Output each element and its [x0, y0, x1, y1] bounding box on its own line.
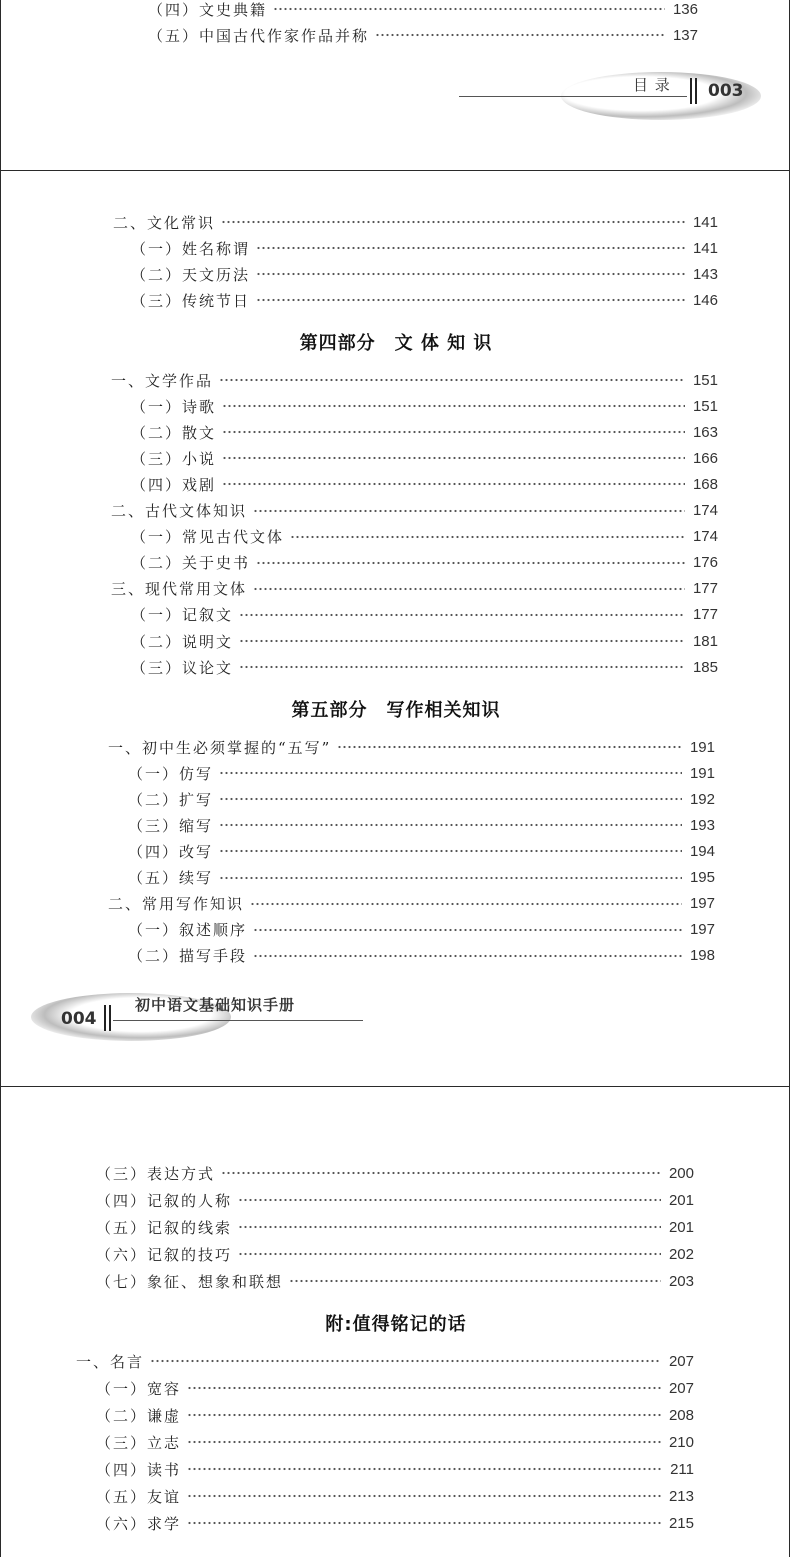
toc-entry[interactable] — [131, 525, 718, 549]
toc-entry-title: （四）读书 — [96, 1460, 182, 1479]
toc-entry-title: （二）说明文 — [131, 632, 234, 651]
toc-entry[interactable] — [96, 1188, 694, 1212]
toc-entry-title: （四）记叙的人称 — [96, 1191, 233, 1210]
toc-entry[interactable] — [108, 892, 715, 916]
dot-leader — [239, 613, 685, 617]
dot-leader — [256, 272, 685, 276]
dot-leader — [239, 665, 685, 669]
toc-entry[interactable] — [148, 23, 698, 47]
toc-entry-title: （三）传统节日 — [131, 291, 251, 310]
toc-entry-page-number: 193 — [689, 816, 715, 834]
toc-entry[interactable] — [96, 1484, 694, 1508]
toc-entry-title: （二）谦虚 — [96, 1406, 182, 1425]
book-title: 初中语文基础知识手册 — [135, 996, 296, 1014]
toc-entry[interactable] — [131, 288, 718, 312]
footer-rule — [113, 1020, 363, 1021]
toc-entry-page-number: 176 — [692, 554, 718, 572]
toc-entry-page-number: 151 — [692, 397, 718, 415]
toc-entry-page-number: 198 — [689, 947, 715, 965]
toc-entry-title: （三）缩写 — [128, 816, 214, 835]
dot-leader — [256, 246, 685, 250]
toc-entry[interactable] — [128, 761, 715, 785]
toc-entry-page-number: 185 — [692, 658, 718, 676]
toc-entry[interactable] — [128, 866, 715, 890]
toc-entry[interactable] — [131, 236, 718, 260]
toc-entry-title: 一、名言 — [76, 1352, 145, 1371]
toc-entry[interactable] — [131, 394, 718, 418]
toc-entry-title: 二、古代文体知识 — [111, 502, 248, 520]
dot-leader — [239, 639, 685, 643]
toc-entry-title: （六）求学 — [96, 1514, 182, 1533]
toc-entry-title: （三）议论文 — [131, 658, 234, 677]
toc-entry-title: （一）仿写 — [128, 764, 214, 783]
toc-entry-title: （六）记叙的技巧 — [96, 1245, 233, 1264]
dot-leader — [187, 1413, 661, 1417]
toc-entry-page-number: 197 — [689, 895, 715, 913]
toc-entry[interactable] — [131, 551, 718, 575]
dot-leader — [219, 378, 685, 382]
toc-entry-page-number: 141 — [692, 239, 718, 257]
toc-entry-page-number: 197 — [689, 921, 715, 939]
footer-double-bar — [104, 1005, 111, 1031]
dot-leader — [222, 456, 685, 460]
toc-entry-title: （二）散文 — [131, 423, 217, 442]
toc-entry-title: （一）姓名称谓 — [131, 239, 251, 258]
toc-entry[interactable] — [76, 1349, 694, 1373]
toc-entry-title: （二）描写手段 — [128, 947, 248, 966]
dot-leader — [219, 797, 682, 801]
toc-entry-page-number: 163 — [692, 423, 718, 441]
toc-entry[interactable] — [131, 655, 718, 679]
toc-entry-page-number: 181 — [692, 632, 718, 650]
toc-entry-page-number: 137 — [672, 26, 698, 44]
toc-entry-page-number: 195 — [689, 869, 715, 886]
toc-entry-page-number: 207 — [668, 1379, 694, 1397]
toc-entry-title: （五）友谊 — [96, 1487, 182, 1506]
toc-entry[interactable] — [96, 1376, 694, 1400]
toc-entry[interactable] — [148, 0, 698, 21]
toc-entry[interactable] — [131, 446, 718, 470]
toc-entry-page-number: 208 — [668, 1406, 694, 1424]
dot-leader — [238, 1198, 661, 1202]
dot-leader — [187, 1494, 661, 1498]
dot-leader — [337, 745, 682, 749]
toc-entry-title: （一）诗歌 — [131, 397, 217, 416]
toc-entry-page-number: 192 — [689, 790, 715, 808]
toc-entry-title: （五）中国古代作家作品并称 — [148, 26, 370, 45]
toc-entry[interactable] — [96, 1511, 694, 1535]
toc-entry-page-number: 201 — [668, 1218, 694, 1236]
toc-entry-page-number: 146 — [692, 291, 718, 309]
toc-entry[interactable] — [128, 839, 715, 863]
toc-entry[interactable] — [96, 1430, 694, 1454]
dot-leader — [222, 482, 685, 486]
toc-entry-page-number: 210 — [668, 1433, 694, 1451]
toc-entry-page-number: 194 — [689, 842, 715, 860]
page-number: 004 — [61, 1009, 97, 1029]
dot-leader — [150, 1359, 661, 1363]
dot-leader — [222, 404, 685, 408]
toc-entry-page-number: 151 — [692, 371, 718, 389]
toc-entry[interactable] — [96, 1242, 694, 1266]
toc-entry-page-number: 177 — [692, 606, 718, 624]
toc-entry-title: 二、文化常识 — [113, 213, 216, 232]
toc-entry-title: （三）小说 — [131, 449, 217, 468]
toc-entry-page-number: 136 — [672, 0, 698, 18]
toc-entry[interactable] — [131, 472, 718, 496]
dot-leader — [238, 1252, 661, 1256]
toc-entry[interactable] — [131, 603, 718, 627]
toc-entry[interactable] — [111, 577, 718, 601]
toc-entry[interactable] — [108, 735, 715, 759]
toc-entry-title: 一、文学作品 — [111, 371, 214, 390]
dot-leader — [253, 587, 685, 591]
dot-leader — [187, 1440, 661, 1444]
toc-entry-title: （四）戏剧 — [131, 475, 217, 494]
page-number: 003 — [708, 81, 744, 101]
dot-leader — [256, 561, 685, 565]
dot-leader — [253, 509, 685, 513]
toc-page-003-fragment — [0, 0, 790, 171]
toc-entry[interactable] — [96, 1269, 694, 1293]
dot-leader — [219, 823, 682, 827]
toc-entry[interactable] — [111, 499, 718, 523]
section-heading: 附:值得铭记的话 — [325, 1314, 467, 1335]
dot-leader — [221, 1171, 661, 1175]
dot-leader — [250, 902, 682, 906]
toc-entry[interactable] — [131, 629, 718, 653]
toc-entry[interactable] — [96, 1403, 694, 1427]
toc-entry-title: 一、初中生必须掌握的“五写” — [108, 738, 332, 757]
dot-leader — [222, 430, 685, 434]
toc-entry[interactable] — [113, 210, 718, 234]
toc-entry-page-number: 201 — [668, 1191, 694, 1209]
toc-entry-title: （五）续写 — [128, 869, 214, 887]
dot-leader — [187, 1521, 661, 1525]
footer-rule — [459, 96, 687, 97]
toc-entry[interactable] — [128, 944, 715, 968]
toc-entry-title: 三、现代常用文体 — [111, 580, 248, 599]
toc-entry-page-number: 200 — [668, 1164, 694, 1182]
toc-entry-page-number: 207 — [668, 1352, 694, 1370]
toc-entry[interactable] — [131, 420, 718, 444]
toc-entry[interactable] — [96, 1215, 694, 1239]
dot-leader — [187, 1467, 662, 1471]
toc-entry-page-number: 191 — [689, 764, 715, 782]
toc-entry-page-number: 215 — [668, 1514, 694, 1532]
toc-entry-title: 二、常用写作知识 — [108, 895, 245, 914]
toc-entry-title: （二）天文历法 — [131, 265, 251, 284]
toc-entry-title: （一）常见古代文体 — [131, 528, 285, 547]
dot-leader — [256, 298, 685, 302]
toc-entry-title: （四）改写 — [128, 842, 214, 861]
toc-entry-page-number: 143 — [692, 265, 718, 283]
dot-leader — [238, 1225, 661, 1229]
toc-entry[interactable] — [128, 813, 715, 837]
toc-entry-page-number: 202 — [668, 1245, 694, 1263]
toc-entry-title: （一）记叙文 — [131, 606, 234, 625]
toc-entry[interactable] — [96, 1457, 694, 1481]
toc-entry[interactable] — [96, 1161, 694, 1185]
toc-entry-title: （一）宽容 — [96, 1379, 182, 1398]
toc-entry[interactable] — [128, 787, 715, 811]
dot-leader — [375, 33, 665, 37]
dot-leader — [219, 876, 682, 880]
dot-leader — [219, 849, 682, 853]
section-heading: 第四部分 文 体 知 识 — [299, 333, 493, 354]
toc-entry[interactable] — [131, 262, 718, 286]
toc-entry-title: （四）文史典籍 — [148, 0, 268, 19]
toc-entry-title: （三）表达方式 — [96, 1164, 216, 1183]
toc-entry-title: （一）叙述顺序 — [128, 921, 248, 940]
toc-entry-page-number: 213 — [668, 1487, 694, 1505]
dot-leader — [253, 928, 682, 932]
toc-entry-title: （五）记叙的线索 — [96, 1218, 233, 1237]
toc-entry-page-number: 166 — [692, 449, 718, 467]
dot-leader — [289, 1279, 661, 1283]
dot-leader — [187, 1386, 661, 1390]
dot-leader — [219, 771, 682, 775]
toc-page-005 — [0, 1086, 790, 1557]
toc-entry-page-number: 174 — [692, 528, 718, 546]
dot-leader — [253, 954, 682, 958]
toc-entry-page-number: 141 — [692, 213, 718, 231]
toc-entry-page-number: 191 — [689, 738, 715, 756]
toc-entry-page-number: 168 — [692, 475, 718, 493]
footer-double-bar — [690, 78, 697, 104]
toc-entry-page-number: 203 — [668, 1272, 694, 1290]
section-heading: 第五部分 写作相关知识 — [291, 700, 501, 721]
dot-leader — [290, 535, 685, 539]
toc-entry-title: （二）扩写 — [128, 790, 214, 809]
toc-entry-title: （七）象征、想象和联想 — [96, 1272, 284, 1291]
toc-entry-title: （三）立志 — [96, 1433, 182, 1452]
dot-leader — [221, 220, 685, 224]
toc-entry-title: （二）关于史书 — [131, 554, 251, 573]
toc-page-004 — [0, 170, 790, 1087]
toc-entry-page-number: 211 — [670, 1460, 694, 1478]
footer-section-label: 目 录 — [633, 76, 671, 94]
toc-entry[interactable] — [128, 918, 715, 942]
dot-leader — [273, 7, 665, 11]
toc-entry[interactable] — [111, 368, 718, 392]
toc-entry-page-number: 177 — [692, 580, 718, 598]
toc-entry-page-number: 174 — [692, 502, 718, 519]
